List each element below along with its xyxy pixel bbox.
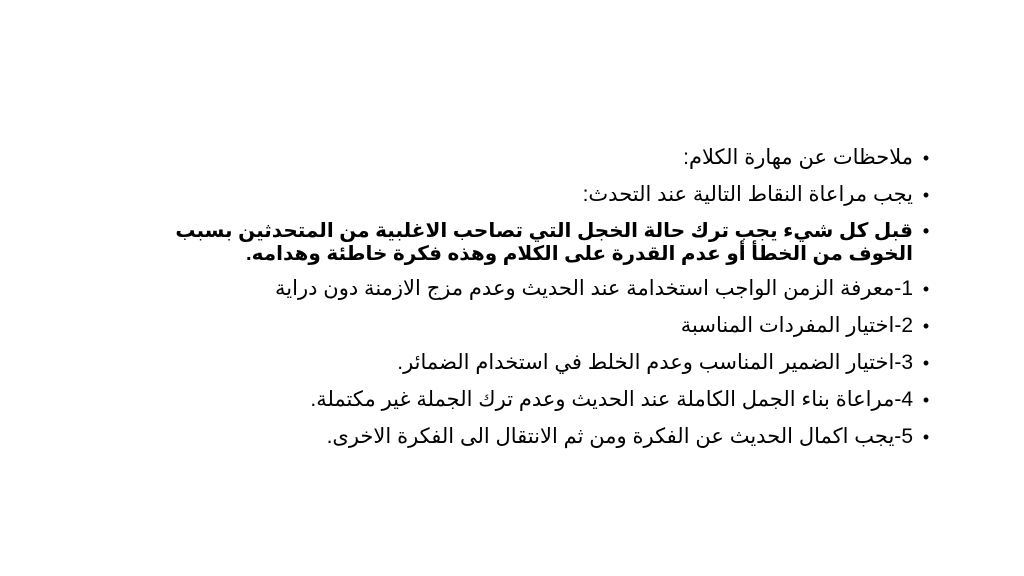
bullet-text: ملاحظات عن مهارة الكلام: bbox=[683, 146, 913, 169]
bullet-item-point-2 bbox=[112, 314, 932, 338]
bullet-item-heading bbox=[112, 146, 932, 170]
bullet-list bbox=[112, 146, 932, 462]
bullet-item-emphasis bbox=[112, 220, 932, 266]
bullet-dot-icon: • bbox=[922, 221, 930, 241]
bullet-dot-icon: • bbox=[922, 148, 930, 168]
bullet-dot-icon: • bbox=[922, 185, 930, 205]
bullet-dot-icon: • bbox=[922, 390, 930, 410]
bullet-item-point-4 bbox=[112, 388, 932, 412]
bullet-dot-icon: • bbox=[922, 353, 930, 373]
bullet-dot-icon: • bbox=[922, 427, 930, 447]
bullet-dot-icon: • bbox=[922, 279, 930, 299]
bullet-item-point-1 bbox=[112, 277, 932, 301]
bullet-item-intro bbox=[112, 183, 932, 207]
bullet-item-point-5 bbox=[112, 425, 932, 449]
bullet-text: يجب مراعاة النقاط التالية عند التحدث: bbox=[582, 183, 913, 206]
bullet-text: 3-اختيار الضمير المناسب وعدم الخلط في استخدام الضمائر. bbox=[397, 351, 913, 374]
bullet-text: 4-مراعاة بناء الجمل الكاملة عند الحديث وعدم ترك الجملة غير مكتملة. bbox=[310, 388, 913, 411]
bullet-text: 5-يجب اكمال الحديث عن الفكرة ومن ثم الانتقال الى الفكرة الاخرى. bbox=[326, 425, 913, 448]
bullet-text: قبل كل شيء يجب ترك حالة الخجل التي تصاحب الاغلبية من المتحدثين بسبب الخوف من الخطأ أو عدم القدرة على الكلام وهذه فكرة خاطئة وهدامه. bbox=[175, 220, 913, 265]
bullet-text: 2-اختيار المفردات المناسبة bbox=[680, 314, 913, 337]
bullet-text: 1-معرفة الزمن الواجب استخدامة عند الحديث وعدم مزج الازمنة دون دراية bbox=[275, 277, 913, 300]
bullet-item-point-3 bbox=[112, 351, 932, 375]
bullet-dot-icon: • bbox=[922, 316, 930, 336]
